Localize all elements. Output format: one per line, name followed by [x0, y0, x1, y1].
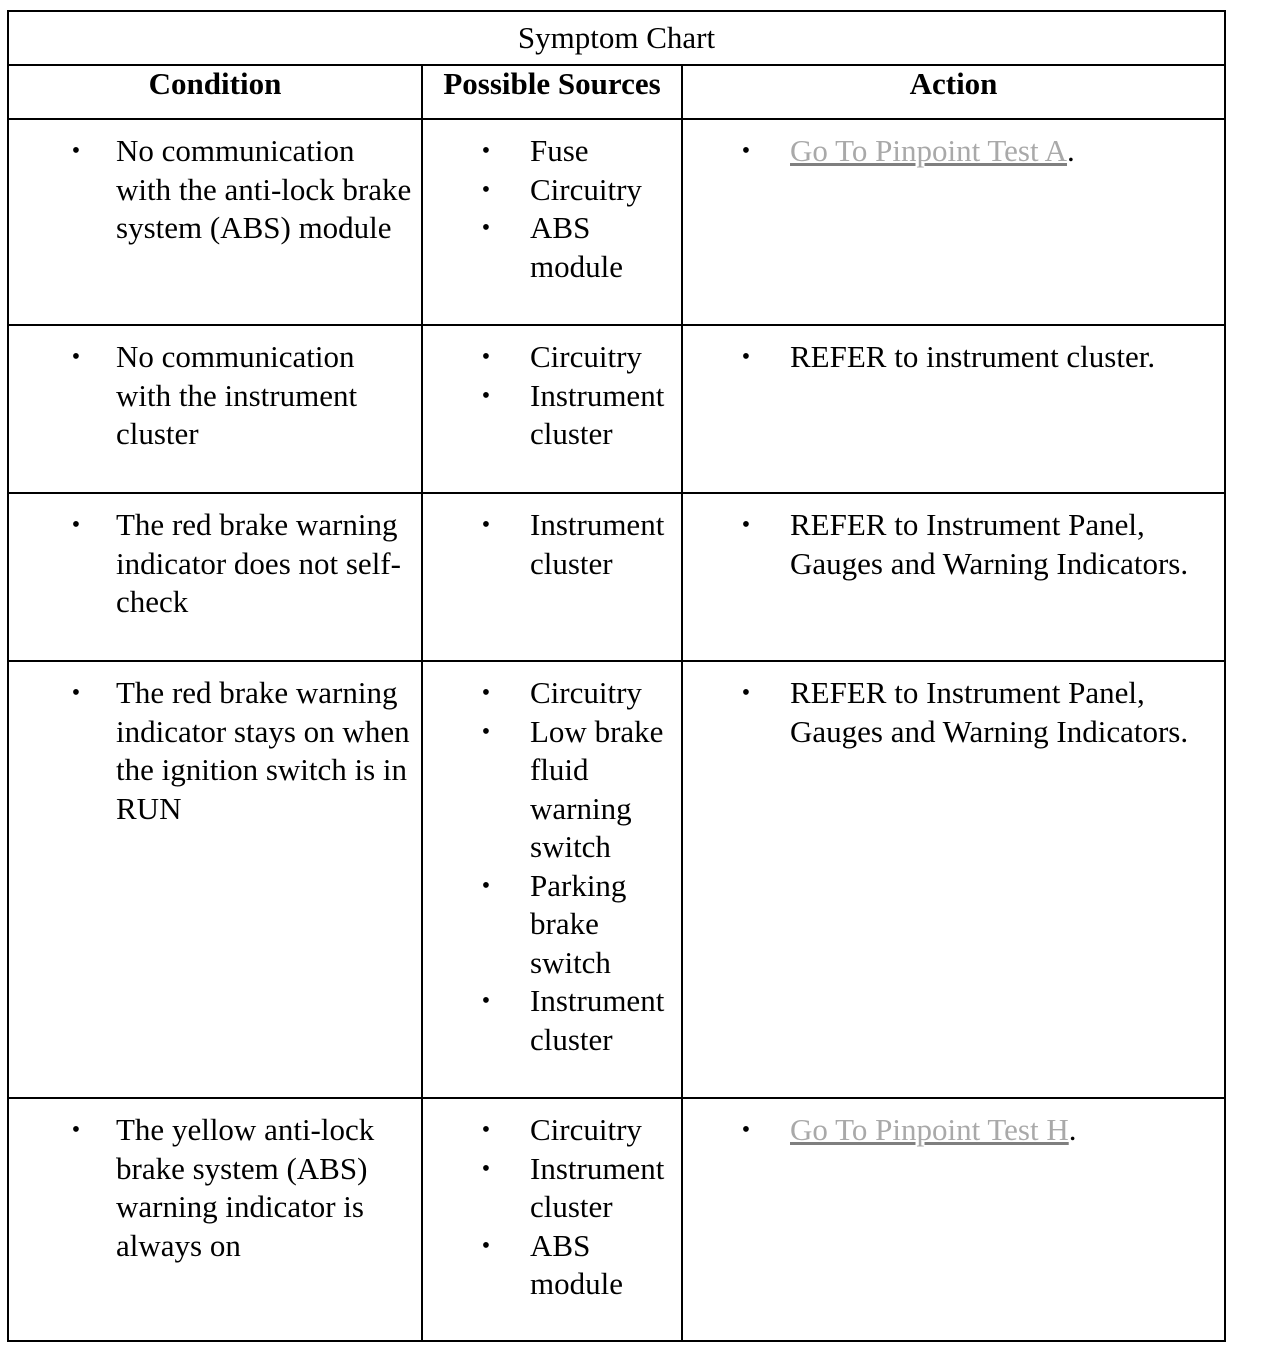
bullet-icon: •	[481, 718, 491, 745]
list-item	[423, 982, 681, 1059]
bullet-icon: •	[481, 1117, 491, 1143]
list-item	[9, 338, 421, 454]
action-text: REFER to Instrument Panel, Gauges and Warning Indicators.	[790, 675, 1189, 749]
action-cell	[682, 325, 1225, 493]
list-item	[9, 132, 421, 248]
condition-cell	[8, 661, 422, 1098]
list-item	[423, 338, 681, 377]
table-row	[8, 1098, 1225, 1341]
bullet-icon: •	[481, 215, 491, 241]
list-item	[423, 377, 681, 454]
list-item	[683, 506, 1224, 583]
table-row	[8, 493, 1225, 661]
symptom-chart-table	[7, 10, 1226, 1342]
action-cell	[682, 1098, 1225, 1341]
condition-text: The red brake warning indicator stays on when the ignition switch is in RUN	[116, 675, 410, 826]
bullet-icon: •	[71, 680, 81, 706]
bullet-icon: •	[481, 988, 491, 1014]
bullet-icon: •	[481, 872, 491, 899]
source-text: Instrument cluster	[530, 507, 665, 581]
action-cell	[682, 119, 1225, 325]
list-item	[423, 713, 681, 867]
bullet-icon: •	[71, 1117, 81, 1143]
condition-text: The yellow anti-lock brake system (ABS) warning indicator is always on	[116, 1112, 375, 1263]
table-row	[8, 661, 1225, 1098]
bullet-icon: •	[481, 1232, 491, 1259]
list-item	[683, 338, 1224, 377]
list-item	[423, 209, 681, 286]
condition-text: No communication with the anti-lock brake system (ABS) module	[116, 133, 412, 245]
sources-cell	[422, 661, 682, 1098]
bullet-icon: •	[481, 1155, 491, 1182]
source-text: Circuitry	[530, 1112, 642, 1147]
condition-cell	[8, 493, 422, 661]
source-text: ABS module	[530, 210, 623, 284]
list-item	[9, 1111, 421, 1265]
bullet-icon: •	[481, 176, 491, 203]
bullet-icon: •	[71, 138, 81, 164]
pinpoint-test-a-link[interactable]: Go To Pinpoint Test A	[790, 133, 1068, 168]
list-item	[423, 867, 681, 983]
list-item	[423, 506, 681, 583]
list-item	[9, 506, 421, 622]
source-text: Circuitry	[530, 339, 642, 374]
condition-cell	[8, 325, 422, 493]
bullet-icon: •	[481, 344, 491, 370]
source-text: Fuse	[530, 133, 589, 168]
list-item	[423, 674, 681, 713]
source-text: Parking brake switch	[530, 867, 627, 980]
bullet-icon: •	[481, 382, 491, 409]
source-text: Instrument cluster	[530, 983, 665, 1057]
source-text: Instrument cluster	[530, 377, 665, 451]
action-cell	[682, 493, 1225, 661]
list-item	[423, 1111, 681, 1150]
action-cell	[682, 661, 1225, 1098]
header-condition: Condition	[8, 65, 422, 119]
list-item	[423, 1150, 681, 1227]
action-text: REFER to instrument cluster.	[790, 339, 1156, 374]
header-row	[8, 65, 1225, 119]
bullet-icon: •	[741, 1117, 751, 1143]
pinpoint-test-h-link[interactable]: Go To Pinpoint Test H	[790, 1112, 1069, 1147]
list-item	[683, 132, 1224, 171]
list-item	[423, 171, 681, 210]
condition-cell	[8, 119, 422, 325]
condition-cell	[8, 1098, 422, 1341]
action-text: REFER to Instrument Panel, Gauges and Warning Indicators.	[790, 507, 1189, 581]
bullet-icon: •	[741, 680, 751, 706]
source-text: Circuitry	[530, 675, 642, 710]
list-item	[9, 674, 421, 828]
condition-text: No communication with the instrument cluster	[116, 339, 358, 451]
source-text: Low brake fluid warning switch	[530, 713, 664, 864]
sources-cell	[422, 493, 682, 661]
bullet-icon: •	[481, 512, 491, 538]
list-item	[683, 674, 1224, 751]
sources-cell	[422, 325, 682, 493]
bullet-icon: •	[741, 512, 751, 538]
source-text: ABS module	[530, 1227, 623, 1301]
bullet-icon: •	[741, 138, 751, 164]
list-item	[423, 1227, 681, 1304]
action-suffix: .	[1067, 133, 1075, 168]
list-item	[423, 132, 681, 171]
sources-cell	[422, 1098, 682, 1341]
table-caption: Symptom Chart	[8, 11, 1225, 65]
source-text: Instrument cluster	[530, 1150, 665, 1224]
action-suffix: .	[1068, 1112, 1077, 1147]
bullet-icon: •	[481, 138, 491, 164]
bullet-icon: •	[71, 512, 81, 538]
bullet-icon: •	[741, 344, 751, 370]
list-item	[683, 1111, 1224, 1150]
condition-text: The red brake warning indicator does not self-check	[116, 507, 401, 619]
table-row	[8, 119, 1225, 325]
bullet-icon: •	[71, 344, 81, 370]
table-row	[8, 325, 1225, 493]
bullet-icon: •	[481, 680, 491, 706]
header-possible-sources: Possible Sources	[422, 65, 682, 119]
header-action: Action	[682, 65, 1225, 119]
source-text: Circuitry	[530, 171, 642, 207]
sources-cell	[422, 119, 682, 325]
